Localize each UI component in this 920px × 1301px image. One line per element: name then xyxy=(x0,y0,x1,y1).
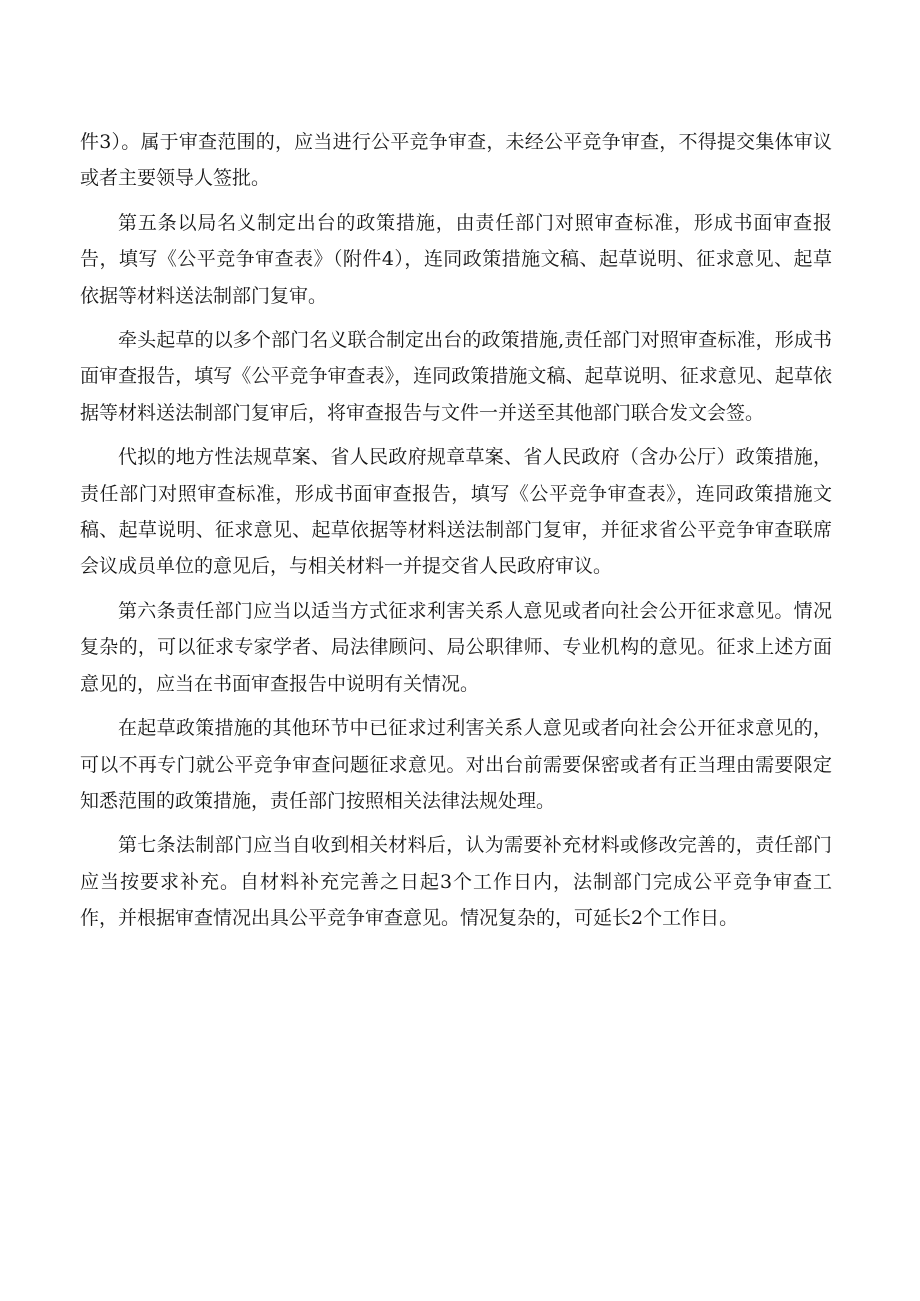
paragraph-other-stages: 在起草政策措施的其他环节中已征求过利害关系人意见或者向社会公开征求意见的，可以不再专门就公平竞争审查问题征求意见。对出台前需要保密或者有正当理由需要限定知悉范围的政策措施，责任部门按照相关法律法规处理。 xyxy=(80,717,832,812)
document-body xyxy=(80,124,832,945)
paragraph-continuation: 件3）。属于审查范围的，应当进行公平竞争审查，未经公平竞争审查，不得提交集体审议或者主要领导人签批。 xyxy=(80,131,832,190)
paragraph-article-6: 第六条责任部门应当以适当方式征求利害关系人意见或者向社会公开征求意见。情况复杂的，可以征求专家学者、局法律顾问、局公职律师、专业机构的意见。征求上述方面意见的，应当在书面审查报告中说明有关情况。 xyxy=(80,599,832,695)
paragraph-drafted-regulations: 代拟的地方性法规草案、省人民政府规章草案、省人民政府（含办公厅）政策措施，责任部门对照审查标准，形成书面审查报告，填写《公平竞争审查表》，连同政策措施文稿、起草说明、征求意见、起草依据等材料送法制部门复审，并征求省公平竞争审查联席会议成员单位的意见后，与相关材料一并提交省人民政府审议。 xyxy=(80,446,832,578)
paragraph-article-5: 第五条以局名义制定出台的政策措施，由责任部门对照审查标准，形成书面审查报告，填写《公平竞争审查表》（附件4），连同政策措施文稿、起草说明、征求意见、起草依据等材料送法制部门复审。 xyxy=(80,211,832,307)
paragraph-article-7: 第七条法制部门应当自收到相关材料后，认为需要补充材料或修改完善的，责任部门应当按要求补充。自材料补充完善之日起3个工作日内，法制部门完成公平竞争审查工作，并根据审查情况出具公平竞争审查意见。情况复杂的，可延长2个工作日。 xyxy=(80,834,832,930)
paragraph-joint-drafting: 牵头起草的以多个部门名义联合制定出台的政策措施,责任部门对照审查标准，形成书面审查报告，填写《公平竞争审查表》，连同政策措施文稿、起草说明、征求意见、起草依据等材料送法制部门复审后，将审查报告与文件一并送至其他部门联合发文会签。 xyxy=(80,329,832,424)
